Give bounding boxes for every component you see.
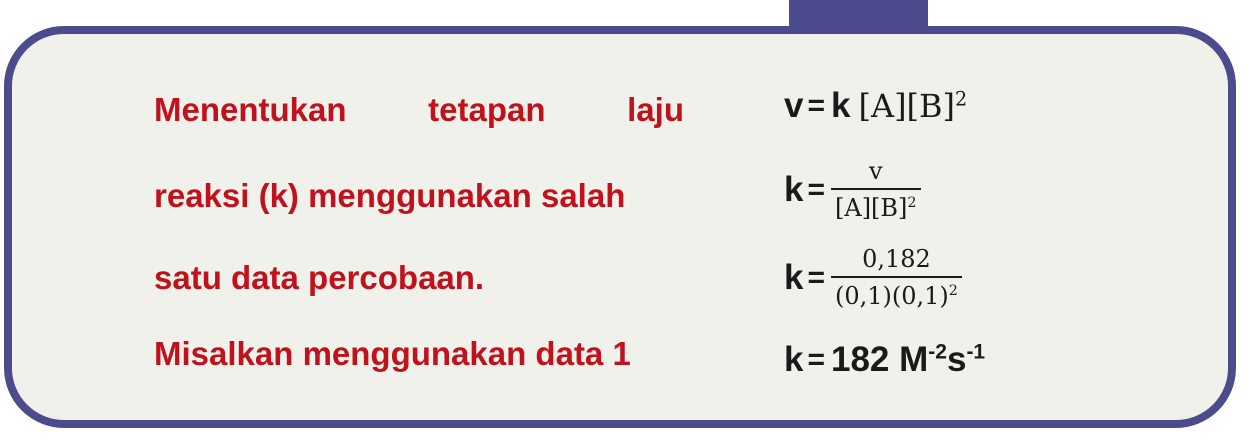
result-number-unit: 182 M — [831, 340, 929, 379]
description-line-2: reaksi (k) menggunakan salah — [154, 177, 626, 214]
denominator-text: [A][B] — [835, 194, 908, 222]
result-unit: s — [946, 340, 967, 379]
description-line-3: satu data percobaan. — [154, 259, 485, 296]
k-formula-equation — [784, 156, 921, 224]
fraction — [831, 244, 962, 312]
rate-law-equation — [784, 86, 967, 126]
exponent: 2 — [948, 283, 958, 299]
result-value — [831, 340, 985, 380]
fraction-denominator — [831, 190, 921, 224]
description-word: laju — [627, 91, 684, 128]
rate-constant-symbol: k — [831, 86, 851, 125]
concentration-text: [A][B] — [858, 87, 956, 125]
equals-sign: = — [807, 261, 825, 294]
k-substitution-equation — [784, 244, 962, 312]
rate-constant-symbol: k — [784, 340, 804, 379]
rate-symbol: v — [784, 86, 804, 125]
description-word: Menentukan — [154, 91, 347, 128]
k-result-equation — [784, 340, 985, 380]
unit-exponent: -2 — [928, 340, 947, 364]
equals-sign: = — [807, 173, 825, 206]
rate-constant-symbol: k — [784, 258, 804, 297]
unit-exponent: -1 — [966, 340, 986, 364]
denominator-text: (0,1)(0,1) — [835, 282, 949, 310]
fraction-denominator — [831, 278, 962, 312]
description-line-1 — [154, 90, 684, 130]
concentration-term — [858, 87, 967, 125]
exponent: 2 — [907, 195, 917, 211]
description-word: tetapan — [428, 91, 546, 128]
equals-sign: = — [807, 89, 825, 122]
rate-constant-symbol: k — [784, 170, 804, 209]
fraction-numerator: v — [869, 157, 883, 185]
fraction-numerator: 0,182 — [862, 245, 931, 273]
exponent: 2 — [955, 87, 968, 111]
fraction — [831, 156, 921, 224]
equals-sign: = — [807, 343, 825, 376]
description-line-4: Misalkan menggunakan data 1 — [154, 335, 631, 372]
